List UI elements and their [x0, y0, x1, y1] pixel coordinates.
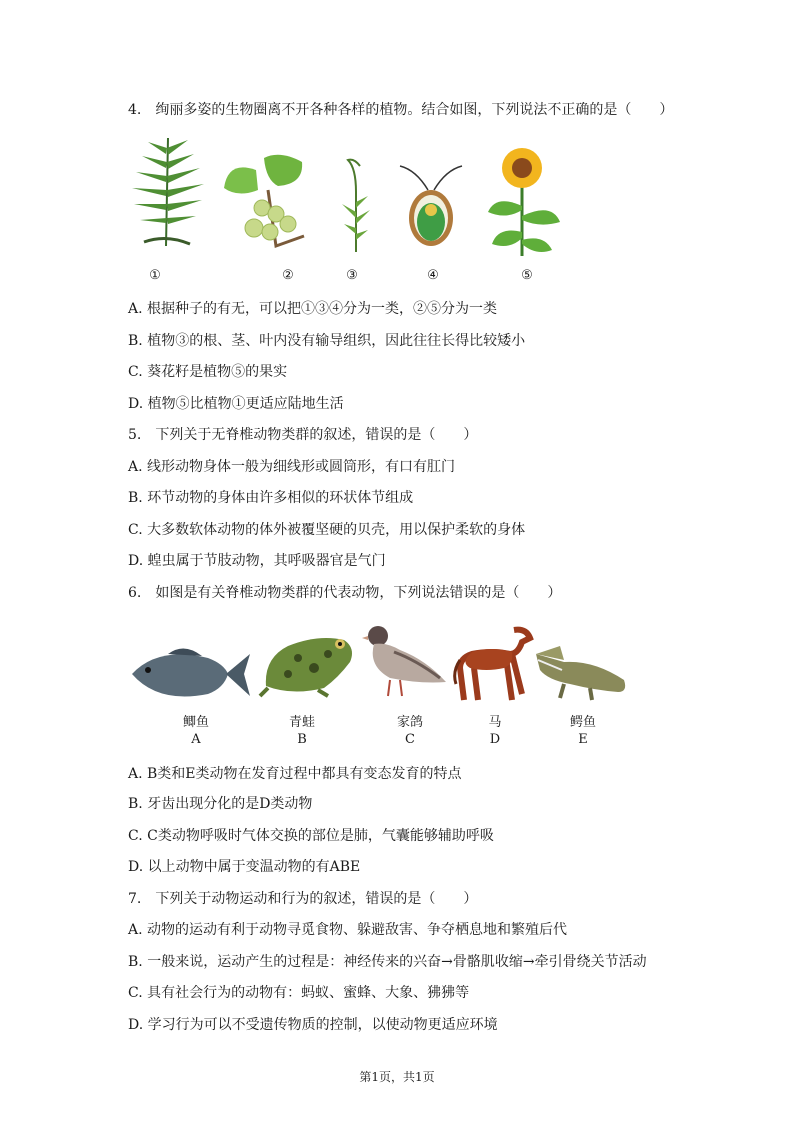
q7-option-d: D. 学习行为可以不受遗传物质的控制，以使动物更适应环境	[128, 1017, 498, 1033]
q6-option-d: D. 以上动物中属于变温动物的有ABE	[128, 859, 361, 875]
q7-number: 7.	[128, 891, 142, 907]
animal-letter-e: E	[578, 732, 588, 747]
animal-name-b: 青蛙	[288, 715, 315, 730]
q7-stem-text: 下列关于动物运动和行为的叙述，错误的是（ ）	[155, 891, 478, 907]
q4-option-a: A. 根据种子的有无，可以把①③④分为一类，②⑤分为一类	[128, 301, 498, 317]
pigeon-illustration	[360, 620, 450, 700]
carp-illustration	[128, 640, 252, 710]
q4-number: 4.	[128, 102, 142, 118]
animal-name-a: 鲫鱼	[182, 715, 209, 730]
q6-option-b: B. 牙齿出现分化的是D类动物	[128, 796, 313, 812]
q4-option-c: C. 葵花籽是植物⑤的果实	[128, 364, 288, 380]
plant-label-2: ②	[282, 268, 294, 283]
animal-letter-b: B	[297, 732, 307, 747]
plant-label-4: ④	[427, 268, 439, 283]
animal-letter-d: D	[489, 732, 501, 747]
q6-option-a: A. B类和E类动物在发育过程中都具有变态发育的特点	[128, 766, 462, 782]
sunflower-illustration	[482, 146, 564, 258]
q4-option-b: B. 植物③的根、茎、叶内没有输导组织，因此往往长得比较矮小	[128, 333, 526, 349]
plant-label-5: ⑤	[521, 268, 533, 283]
plant-label-3: ③	[346, 268, 358, 283]
q6-stem	[128, 584, 561, 602]
ginkgo-illustration	[218, 150, 314, 254]
q6-stem-text: 如图是有关脊椎动物类群的代表动物，下列说法错误的是（ ）	[155, 585, 562, 601]
q7-option-c: C. 具有社会行为的动物有：蚂蚁、蜜蜂、大象、狒狒等	[128, 985, 470, 1001]
horse-illustration	[452, 624, 534, 702]
q4-stem	[128, 101, 673, 119]
plant-label-1: ①	[149, 268, 161, 283]
fern-illustration	[126, 128, 212, 252]
q5-option-b: B. 环节动物的身体由许多相似的环状体节组成	[128, 490, 414, 506]
moss-illustration	[338, 152, 374, 256]
animal-name-e: 鳄鱼	[569, 715, 596, 730]
q6-option-c: C. C类动物呼吸时气体交换的部位是肺，气囊能够辅助呼吸	[128, 828, 494, 844]
q5-option-d: D. 蝗虫属于节肢动物，其呼吸器官是气门	[128, 553, 386, 569]
animal-letter-c: C	[405, 732, 415, 747]
q7-option-b: B. 一般来说，运动产生的过程是：神经传来的兴奋→骨骼肌收缩→牵引骨绕关节活动	[128, 954, 647, 970]
page-footer: 第1页，共1页	[359, 1070, 435, 1084]
q5-number: 5.	[128, 427, 142, 443]
q4-stem-text: 绚丽多姿的生物圈离不开各种各样的植物。结合如图，下列说法不正确的是（ ）	[155, 102, 674, 118]
q6-number: 6.	[128, 585, 142, 601]
q7-stem	[128, 890, 477, 908]
frog-illustration	[258, 628, 358, 698]
animal-letter-a: A	[191, 732, 201, 747]
crocodile-illustration	[534, 640, 630, 704]
q7-option-a: A. 动物的运动有利于动物寻觅食物、躲避敌害、争夺栖息地和繁殖后代	[128, 922, 568, 938]
animal-name-d: 马	[488, 715, 502, 730]
q5-stem-text: 下列关于无脊椎动物类群的叙述，错误的是（ ）	[155, 427, 478, 443]
q4-option-d: D. 植物⑤比植物①更适应陆地生活	[128, 396, 344, 412]
q5-stem	[128, 426, 477, 444]
chlamydomonas-illustration	[392, 160, 472, 250]
q5-option-c: C. 大多数软体动物的体外被覆坚硬的贝壳，用以保护柔软的身体	[128, 522, 526, 538]
animal-name-c: 家鸽	[396, 715, 423, 730]
q5-option-a: A. 线形动物身体一般为细线形或圆筒形，有口有肛门	[128, 459, 456, 475]
